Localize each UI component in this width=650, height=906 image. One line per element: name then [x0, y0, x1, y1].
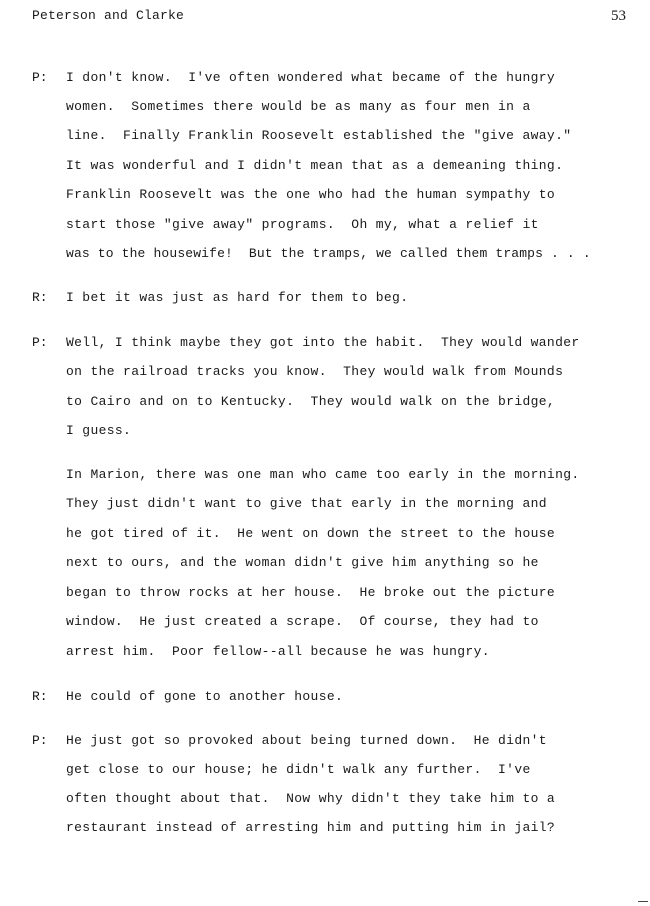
text-line: I bet it was just as hard for them to beg.	[66, 290, 409, 305]
text-line: window. He just created a scrape. Of course, they had to	[66, 614, 539, 629]
text-line: restaurant instead of arresting him and putting him in jail?	[66, 820, 556, 835]
speaker-label: R:	[32, 290, 48, 305]
text-line: In Marion, there was one man who came too early in the morning.	[66, 467, 580, 482]
scan-mark	[638, 901, 648, 902]
text-line: They just didn't want to give that early in the morning and	[66, 496, 547, 511]
text-line: line. Finally Franklin Roosevelt established the "give away."	[66, 128, 572, 143]
text-line: get close to our house; he didn't walk any further. I've	[66, 762, 531, 777]
text-line: arrest him. Poor fellow--all because he was hungry.	[66, 644, 490, 659]
text-line: often thought about that. Now why didn't they take him to a	[66, 791, 556, 806]
speaker-label: R:	[32, 689, 48, 704]
text-line: He just got so provoked about being turned down. He didn't	[66, 733, 547, 748]
text-line: Well, I think maybe they got into the habit. They would wander	[66, 335, 580, 350]
text-line: on the railroad tracks you know. They would walk from Mounds	[66, 364, 564, 379]
speaker-label: P:	[32, 335, 48, 350]
header-title: Peterson and Clarke	[32, 8, 185, 23]
text-line: next to ours, and the woman didn't give him anything so he	[66, 555, 539, 570]
page-number: 53	[611, 8, 626, 24]
speaker-label: P:	[32, 70, 48, 85]
text-line: he got tired of it. He went on down the street to the house	[66, 526, 556, 541]
text-line: I guess.	[66, 423, 132, 438]
text-line: began to throw rocks at her house. He broke out the picture	[66, 585, 556, 600]
text-line: It was wonderful and I didn't mean that as a demeaning thing.	[66, 158, 564, 173]
text-line: start those "give away" programs. Oh my, what a relief it	[66, 217, 539, 232]
speaker-label: P:	[32, 733, 48, 748]
text-line: I don't know. I've often wondered what became of the hungry	[66, 70, 556, 85]
text-line: Franklin Roosevelt was the one who had the human sympathy to	[66, 187, 556, 202]
text-line: women. Sometimes there would be as many as four men in a	[66, 99, 531, 114]
text-line: He could of gone to another house.	[66, 689, 344, 704]
text-line: to Cairo and on to Kentucky. They would walk on the bridge,	[66, 394, 556, 409]
text-line: was to the housewife! But the tramps, we called them tramps . . .	[66, 246, 591, 261]
